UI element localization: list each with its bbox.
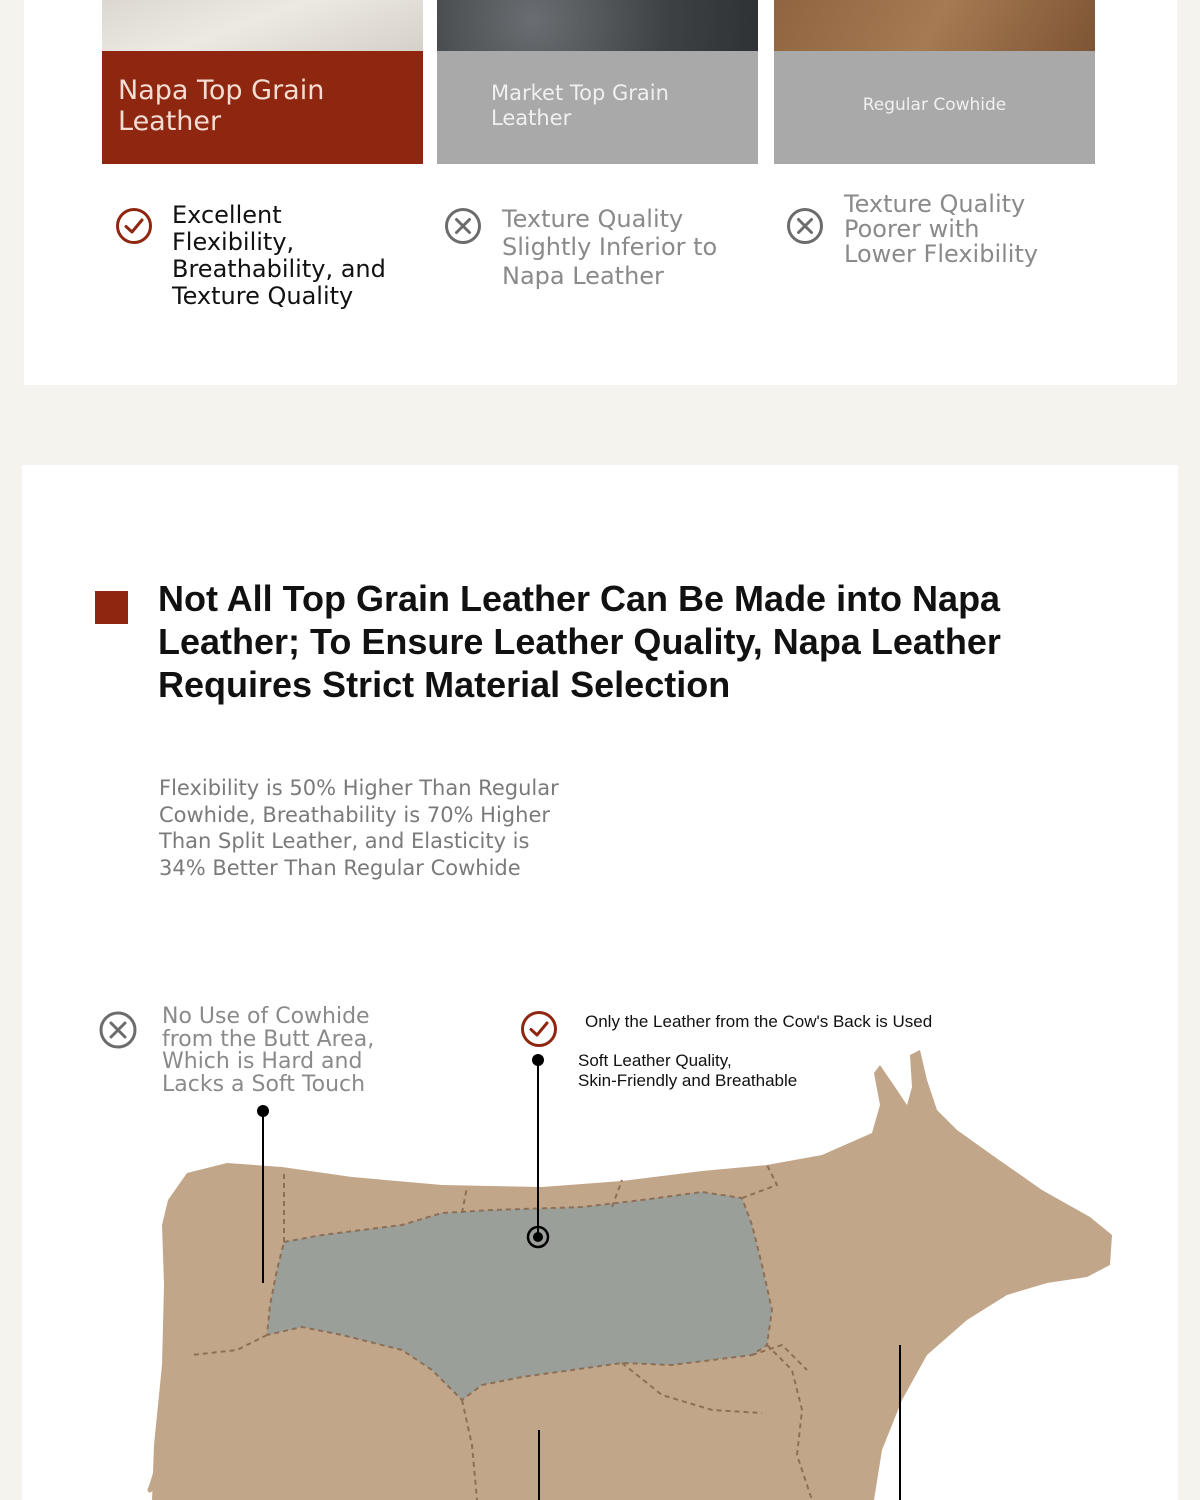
- market-leather-swatch: [437, 0, 758, 51]
- regular-cowhide-swatch: [774, 0, 1095, 51]
- check-circle-icon: [115, 207, 153, 250]
- butt-area-note: No Use of Cowhide from the Butt Area, Which is Hard and Lacks a Soft Touch: [162, 1004, 375, 1097]
- back-area-desc-line1: Soft Leather Quality,: [578, 1051, 732, 1070]
- back-area-title: Only the Leather from the Cow's Back is Used: [585, 1012, 933, 1031]
- material-selection-panel: [22, 465, 1178, 1500]
- cross-circle-icon: [786, 207, 824, 250]
- napa-leather-swatch: [102, 0, 423, 51]
- market-feature-text: Texture Quality Slightly Inferior to Napa Leather: [502, 205, 718, 290]
- regular-feature-text: Texture Quality Poorer with Lower Flexibility: [844, 190, 1039, 269]
- napa-leather-label: Napa Top Grain Leather: [102, 51, 423, 164]
- market-leather-label: Market Top Grain Leather: [437, 51, 758, 164]
- back-area-desc-line2: Skin-Friendly and Breathable: [578, 1071, 798, 1090]
- cross-circle-icon: [444, 207, 482, 250]
- regular-cowhide-label: Regular Cowhide: [774, 51, 1095, 164]
- section-subtext: Flexibility is 50% Higher Than Regular Cowhide, Breathability is 70% Higher Than Split Leather, and Elasticity is 34% Better Than Regular Cowhide: [159, 776, 559, 880]
- cow-diagram: [22, 465, 1178, 1500]
- section-heading: Not All Top Grain Leather Can Be Made into Napa Leather; To Ensure Leather Quality, Napa Leather Requires Strict Material Selection: [158, 578, 1001, 705]
- comparison-panel: [24, 0, 1177, 385]
- napa-feature-text: Excellent Flexibility, Breathability, and Texture Quality: [172, 201, 386, 310]
